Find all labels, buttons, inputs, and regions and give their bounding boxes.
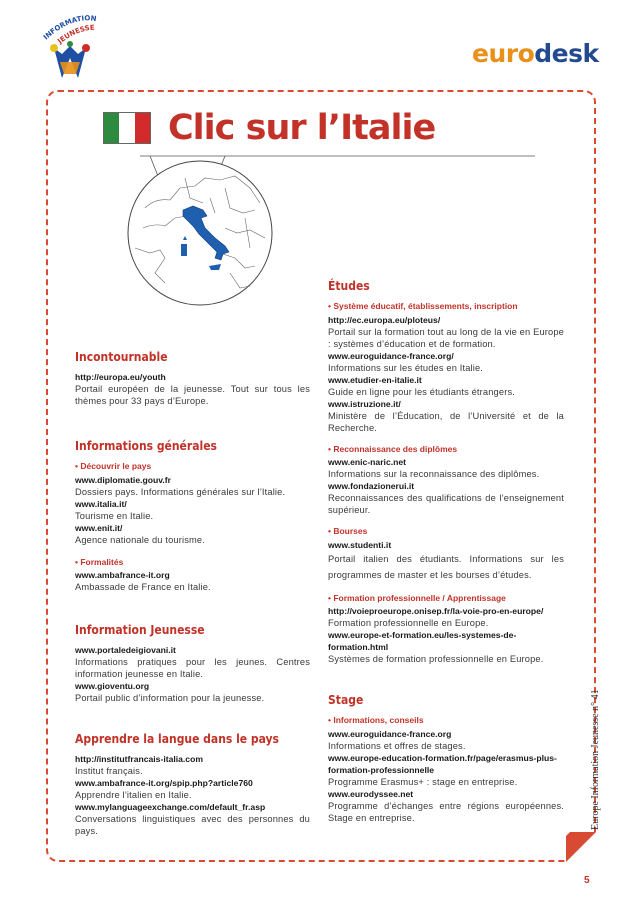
section-heading: Stage [328, 693, 364, 708]
link-studenti[interactable]: www.studenti.it [328, 539, 392, 550]
subsection-heading: • Formation professionnelle / Apprentissage [328, 592, 506, 603]
section-etudes [328, 279, 564, 665]
italy-flag-icon [103, 112, 151, 144]
europe-map-globe [125, 158, 275, 308]
folded-corner-icon [566, 832, 596, 862]
page-number: 5 [584, 875, 590, 886]
link-description: Portail sur la formation tout au long de la vie en Europe : systèmes d’éducation et de formation. [328, 326, 564, 349]
subsection-heading: • Formalités [75, 556, 124, 567]
link-mylanguageexchange[interactable]: www.mylanguageexchange.com/default_fr.asp [75, 802, 266, 813]
link-gioventu[interactable]: www.gioventu.org [75, 681, 150, 692]
link-description: Portail européen de la jeunesse. Tout sur tous les thèmes pour 33 pays d’Europe. [75, 384, 310, 406]
link-description: Ambassade de France en Italie. [75, 582, 211, 593]
link-description: Conversations linguistiques avec des personnes du pays. [75, 814, 310, 837]
eurodesk-logo [472, 38, 599, 68]
link-institutfrancais[interactable]: http://institutfrancais-italia.com [75, 754, 203, 765]
subsection-heading: • Découvrir le pays [75, 461, 152, 471]
link-description: Systèmes de formation professionnelle en Europe. [328, 654, 544, 665]
subsection-heading: • Système éducatif, établissements, inscription [328, 301, 518, 311]
eurodesk-euro-text: euro [472, 38, 535, 68]
link-description: Apprendre l’italien en Italie. [75, 790, 192, 801]
link-description: Formation professionnelle en Europe. [328, 618, 489, 629]
magazine-issue-note: Europe Information Jeunesse n° 41 [590, 689, 601, 830]
subsection-heading: • Bourses [328, 526, 368, 537]
link-fondazionerui[interactable]: www.fondazionerui.it [328, 481, 415, 492]
link-description: Dossiers pays. Informations générales sur l’Italie. [75, 486, 286, 497]
link-ambafrance[interactable]: www.ambafrance-it.org [75, 570, 170, 581]
section-heading: Informations générales [75, 439, 217, 453]
left-column [75, 350, 310, 857]
link-europa-youth[interactable]: http://europa.eu/youth [75, 372, 166, 382]
link-euroguidance-stage[interactable]: www.euroguidance-france.org [328, 728, 452, 739]
link-description: Portail italien des étudiants. Informations sur les programmes de master et les bourses d’études. [328, 553, 564, 580]
section-stage [328, 693, 564, 824]
link-description: Programme Erasmus+ : stage en entreprise. [328, 776, 518, 787]
section-heading: Incontournable [75, 350, 168, 364]
link-enit[interactable]: www.enit.it/ [75, 522, 123, 533]
link-istruzione[interactable]: www.istruzione.it/ [328, 398, 401, 409]
logo-text-top: INFORMATION [41, 14, 97, 42]
link-description: Informations et offres de stages. [328, 740, 466, 751]
subsection-heading: • Informations, conseils [328, 715, 424, 726]
link-portaledeigiovani[interactable]: www.portaledeigiovani.it [75, 645, 176, 656]
link-description: Portail public d’information pour la jeunesse. [75, 693, 265, 704]
section-information-jeunesse [75, 623, 310, 704]
subsection-heading: • Reconnaissance des diplômes [328, 443, 458, 454]
link-ambafrance-article[interactable]: www.ambafrance-it.org/spip.php?article760 [75, 778, 253, 789]
information-jeunesse-logo [40, 10, 120, 82]
section-heading: Études [328, 279, 370, 293]
logo-text-bottom: JEUNESSE [56, 23, 95, 46]
link-diplomatie[interactable]: www.diplomatie.gouv.fr [75, 474, 171, 485]
link-description: Informations pratiques pour les jeunes. Centres information jeunesse en Italie. [75, 657, 310, 680]
eurodesk-desk-text: desk [534, 38, 599, 68]
link-ploteus[interactable]: http://ec.europa.eu/ploteus/ [328, 314, 441, 325]
link-description: Tourisme en Italie. [75, 510, 154, 521]
section-incontournable [75, 350, 310, 407]
section-heading: Information Jeunesse [75, 623, 205, 638]
right-column [328, 279, 564, 844]
section-heading: Apprendre la langue dans le pays [75, 732, 279, 747]
link-europe-et-formation[interactable]: www.europe-et-formation.eu/les-systemes-de-formation.html [328, 630, 517, 653]
section-apprendre-langue [75, 732, 310, 837]
section-informations-generales [75, 439, 310, 593]
link-description: Informations sur la reconnaissance des diplômes. [328, 469, 540, 480]
link-etudier-en-italie[interactable]: www.etudier-en-italie.it [328, 374, 422, 385]
link-europe-education-formation[interactable]: www.europe-education-formation.fr/page/erasmus-plus-formation-professionnelle [328, 752, 557, 775]
link-description: Institut français. [75, 766, 143, 777]
link-description: Ministère de l’Éducation, de l’Université et de la Recherche. [328, 410, 564, 433]
link-enic-naric[interactable]: www.enic-naric.net [328, 457, 406, 468]
link-italia[interactable]: www.italia.it/ [75, 498, 127, 509]
link-description: Guide en ligne pour les étudiants étrangers. [328, 386, 515, 397]
link-eurodyssee[interactable]: www.eurodyssee.net [328, 788, 414, 799]
page-title: Clic sur l’Italie [168, 108, 436, 148]
link-voieproeurope[interactable]: http://voieproeurope.onisep.fr/la-voie-pro-en-europe/ [328, 606, 544, 617]
link-description: Informations sur les études en Italie. [328, 362, 484, 373]
link-description: Agence nationale du tourisme. [75, 534, 205, 545]
link-description: Reconnaissances des qualifications de l’enseignement supérieur. [328, 493, 564, 516]
link-description: Programme d’échanges entre régions européennes. Stage en entreprise. [328, 800, 564, 823]
link-euroguidance[interactable]: www.euroguidance-france.org/ [328, 350, 454, 361]
